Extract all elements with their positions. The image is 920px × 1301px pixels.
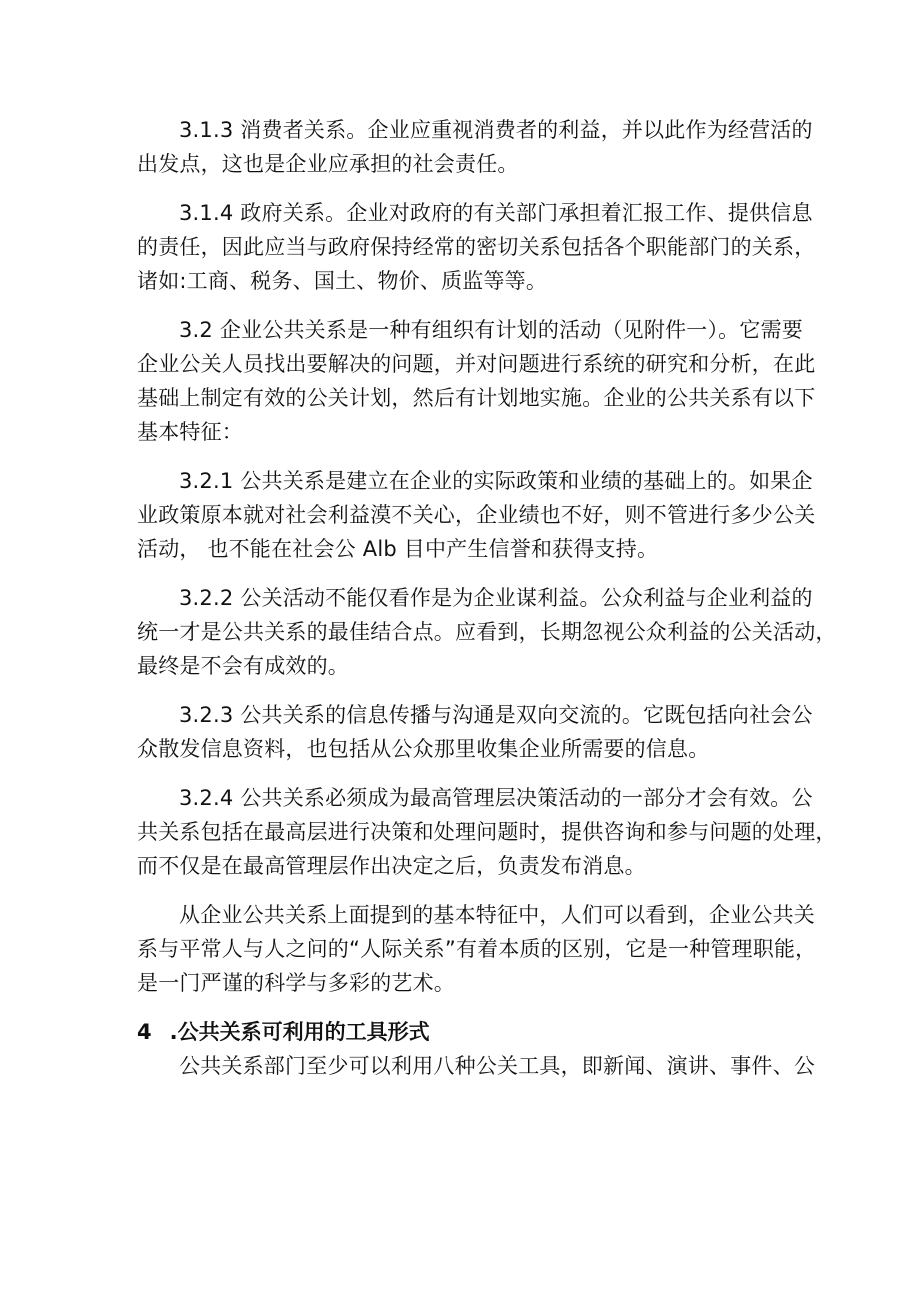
paragraph-3-2-2 <box>137 581 837 683</box>
section-title: .公共关系可利用的工具形式 <box>169 1020 430 1044</box>
text-line: 从企业公共关系上面提到的基本特征中，人们可以看到，企业公共关 <box>179 903 815 927</box>
text-line: 3.1.3 消费者关系。企业应重视消费者的利益，并以此作为经营活的 <box>179 118 813 142</box>
paragraph-3-1-3 <box>137 113 813 181</box>
document-body <box>137 113 837 1098</box>
paragraph-3-1-4 <box>137 196 816 298</box>
text-line: 3.2.4 公共关系必须成为最高管理层决策活动的一部分才会有效。公 <box>179 786 813 810</box>
text-line: 共关系包括在最高层进行决策和处理问题时，提供咨询和参与问题的处理， <box>137 820 837 844</box>
text-line: 基本特征： <box>137 420 243 444</box>
section-heading <box>137 1015 787 1049</box>
text-line: 的责任，因此应当与政府保持经常的密切关系包括各个职能部门的关系， <box>137 235 816 259</box>
paragraph-3-2-4 <box>137 781 837 883</box>
text-line: 是一门严谨的科学与多彩的艺术。 <box>137 971 455 995</box>
text-line: 企业公关人员找出要解决的问题，并对问题进行系统的研究和分析，在此 <box>137 352 816 376</box>
paragraph-summary <box>137 898 817 1000</box>
paragraph-3-2-3 <box>137 698 813 766</box>
text-line: 业政策原本就对社会利益漠不关心，企业绩也不好，则不管进行多少公关 <box>137 503 816 527</box>
paragraph-3-2-1 <box>137 464 816 566</box>
paragraph-tools <box>137 1049 815 1083</box>
paragraph-3-2 <box>137 313 816 449</box>
text-line: 众散发信息资料，也包括从公众那里收集企业所需要的信息。 <box>137 737 710 761</box>
text-line: 统一才是公共关系的最佳结合点。应看到，长期忽视公众利益的公关活动， <box>137 620 837 644</box>
text-line: 3.2 企业公共关系是一种有组织有计划的活动（见附件一）。它需要 <box>179 318 803 342</box>
text-line: 3.2.2 公关活动不能仅看作是为企业谋利益。公众利益与企业利益的 <box>179 586 813 610</box>
section-number: 4 <box>137 1020 152 1044</box>
text-line: 公共关系部门至少可以利用八种公关工具，即新闻、演讲、事件、公 <box>179 1054 815 1078</box>
text-line: 基础上制定有效的公关计划，然后有计划地实施。企业的公共关系有以下 <box>137 386 816 410</box>
text-line: 诸如:工商、税务、国土、物价、质监等等。 <box>137 269 548 293</box>
text-line: 出发点，这也是企业应承担的社会责任。 <box>137 152 519 176</box>
text-line: 最终是不会有成效的。 <box>137 654 349 678</box>
text-line: 3.2.3 公共关系的信息传播与沟通是双向交流的。它既包括向社会公 <box>179 703 813 727</box>
text-line: 系与平常人与人之问的“人际关系”有着本质的区别，它是一种管理职能， <box>137 937 817 961</box>
text-line: 3.2.1 公共关系是建立在企业的实际政策和业绩的基础上的。如果企 <box>179 469 813 493</box>
text-line: 活动， 也不能在社会公 Alb 目中产生信誉和获得支持。 <box>137 537 659 561</box>
text-line: 而不仅是在最高管理层作出决定之后，负责发布消息。 <box>137 854 646 878</box>
text-line: 3.1.4 政府关系。企业对政府的有关部门承担着汇报工作、提供信息 <box>179 201 813 225</box>
